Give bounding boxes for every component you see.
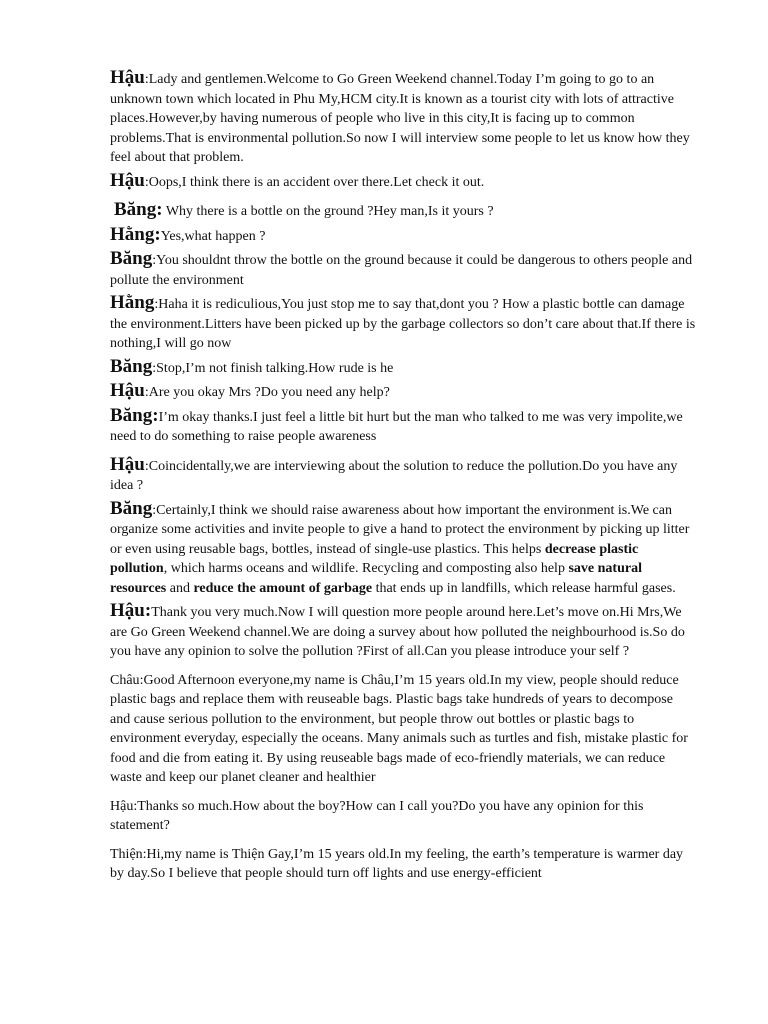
dialogue-line: Băng:Stop,I’m not finish talking.How rude is he xyxy=(110,355,394,377)
dialogue-text: Thanks so much.How about the boy?How can I call you?Do you have any opinion for this statement? xyxy=(110,798,644,833)
dialogue-line: Hậu:Thanks so much.How about the boy?How can I call you?Do you have any opinion for this statement? xyxy=(110,798,644,833)
dialogue-line: Hậu:Are you okay Mrs ?Do you need any help? xyxy=(110,380,390,401)
dialogue-text: Good Afternoon everyone,my name is Châu,I’m 15 years old.In my view, people should reduce plastic bags and replace them with reuseable bags. Plastic bags take hundreds of years to decompose and cause serious pollution to the environment, but people throw out bottles or plastic bags to environment everyday, especially the oceans. Many animals such as turtles and fish, mistake plastic for food and die from eating it. By using reuseable bags made of eco-friendly materials, we can reduce waste and keep our planet cleaner and healthier xyxy=(110,672,688,785)
dialogue-text: Haha it is rediculious,You just stop me to say that,dont you ? How a plastic bottle can damage the environment.Litters have been picked up by the garbage collectors so don’t care about that.If there is nothing,I will go now xyxy=(110,297,696,351)
dialogue-line: Châu:Good Afternoon everyone,my name is Châu,I’m 15 years old.In my view, people should reduce plastic bags and replace them with reuseable bags. Plastic bags take hundreds of years to decompose and cause serious pollution to the environment, but people throw out bottles or plastic bags to environment everyday, especially the oceans. Many animals such as turtles and fish, mistake plastic for food and die from eating it. By using reuseable bags made of eco-friendly materials, we can reduce waste and keep our planet cleaner and healthier xyxy=(110,672,688,785)
dialogue-text: Are you okay Mrs ?Do you need any help? xyxy=(148,385,390,400)
dialogue-text: Stop,I’m not finish talking.How rude is he xyxy=(156,360,394,376)
dialogue-text: I’m okay thanks.I just feel a little bit hurt but the man who talked to me was very impolite,we need to do something to raise people awareness xyxy=(110,409,683,444)
dialogue-line: Thiện:Hi,my name is Thiện Gay,I’m 15 years old.In my feeling, the earth’s temperature is warmer day by day.So I believe that people should turn off lights and use energy-efficient xyxy=(110,846,684,881)
dialogue-line: Hậu:Lady and gentlemen.Welcome to Go Green Weekend channel.Today I’m going to go to an unknown town which located in Phu My,HCM city.It is known as a tourist city with lots of attractive places.However,by having numerous of people who live in this city,It is facing up to common problems.That is environmental pollution.So now I will interview some people to let us know how they feel about that problem. xyxy=(110,67,690,165)
dialogue-text: Coincidentally,we are interviewing about the solution to reduce the pollution.Do you have any idea ? xyxy=(110,458,678,493)
dialogue-text: You shouldnt throw the bottle on the ground because it could be dangerous to others people and pollute the environment xyxy=(110,253,693,288)
speaker-name: Hằng xyxy=(110,292,155,313)
speaker-name: Châu xyxy=(110,672,140,688)
dialogue-text: Lady and gentlemen.Welcome to Go Green Weekend channel.Today I’m going to go to an unknown town which located in Phu My,HCM city.It is known as a tourist city with lots of attractive places.However,by having numerous of people who live in this city,It is facing up to common problems.That is environmental pollution.So now I will interview some people to let us know how they feel about that problem. xyxy=(110,72,690,165)
speaker-name: Hậu xyxy=(110,169,145,191)
speaker-name: Hậu: xyxy=(110,600,152,621)
dialogue-text: Thank you very much.Now I will question more people around here.Let’s move on.Hi Mrs,We are Go Green Weekend channel.We are doing a survey about how polluted the neighbourhood is.So do you have any opinion to solve the pollution ?First of all.Can you please introduce your self ? xyxy=(110,605,685,659)
speaker-name: Hậu xyxy=(110,380,145,401)
emphasis-text: decrease plastic pollution xyxy=(110,541,639,576)
speaker-name: Băng: xyxy=(110,404,159,426)
emphasis-text: save natural resources xyxy=(110,561,642,596)
dialogue-line xyxy=(110,406,696,447)
dialogue-line xyxy=(110,225,696,247)
speaker-name: Hậu xyxy=(110,453,145,475)
dialogue-line xyxy=(110,601,696,662)
emphasis-text: reduce the amount of garbage xyxy=(193,580,373,596)
dialogue-text: Why there is a bottle on the ground ?Hey man,Is it yours ? xyxy=(165,204,494,219)
speaker-name: Băng: xyxy=(114,199,163,220)
dialogue-line: Băng:You shouldnt throw the bottle on the ground because it could be dangerous to others people and pollute the environment xyxy=(110,248,693,288)
speaker-name: Hậu xyxy=(110,798,134,814)
speaker-name: Băng xyxy=(110,355,153,377)
dialogue-text: Yes,what happen ? xyxy=(160,228,266,244)
dialogue-line: Hậu:Oops,I think there is an accident over there.Let check it out. xyxy=(110,169,485,191)
dialogue-line xyxy=(110,200,696,222)
speaker-name: Băng xyxy=(110,248,153,269)
speaker-name: Thiện xyxy=(110,846,143,862)
dialogue-text: Hi,my name is Thiện Gay,I’m 15 years old.In my feeling, the earth’s temperature is warmer day by day.So I believe that people should turn off lights and use energy-efficient xyxy=(110,846,684,881)
speaker-name: Hậu xyxy=(110,67,145,88)
dialogue-line: Hằng:Haha it is rediculious,You just stop me to say that,dont you ? How a plastic bottle can damage the environment.Litters have been picked up by the garbage collectors so don’t care about that.If there is nothing,I will go now xyxy=(110,292,696,351)
document-page xyxy=(110,68,696,884)
dialogue-text: Oops,I think there is an accident over there.Let check it out. xyxy=(148,174,485,190)
speaker-name: Băng xyxy=(110,497,153,519)
speaker-name: Hằng: xyxy=(110,223,161,245)
dialogue-line: Băng:Certainly,I think we should raise awareness about how important the environment is.We can organize some activities and invite people to give a hand to protect the environment by picking up litter or even using reusable bags, bottles, instead of single-use plastics. This helps decrease plastic pollution, which harms oceans and wildlife. Recycling and composting also help save natural resources and reduce the amount of garbage that ends up in landfills, which release harmful gases. xyxy=(110,497,690,596)
dialogue-line: Hậu:Coincidentally,we are interviewing about the solution to reduce the pollution.Do you have any idea ? xyxy=(110,453,678,493)
